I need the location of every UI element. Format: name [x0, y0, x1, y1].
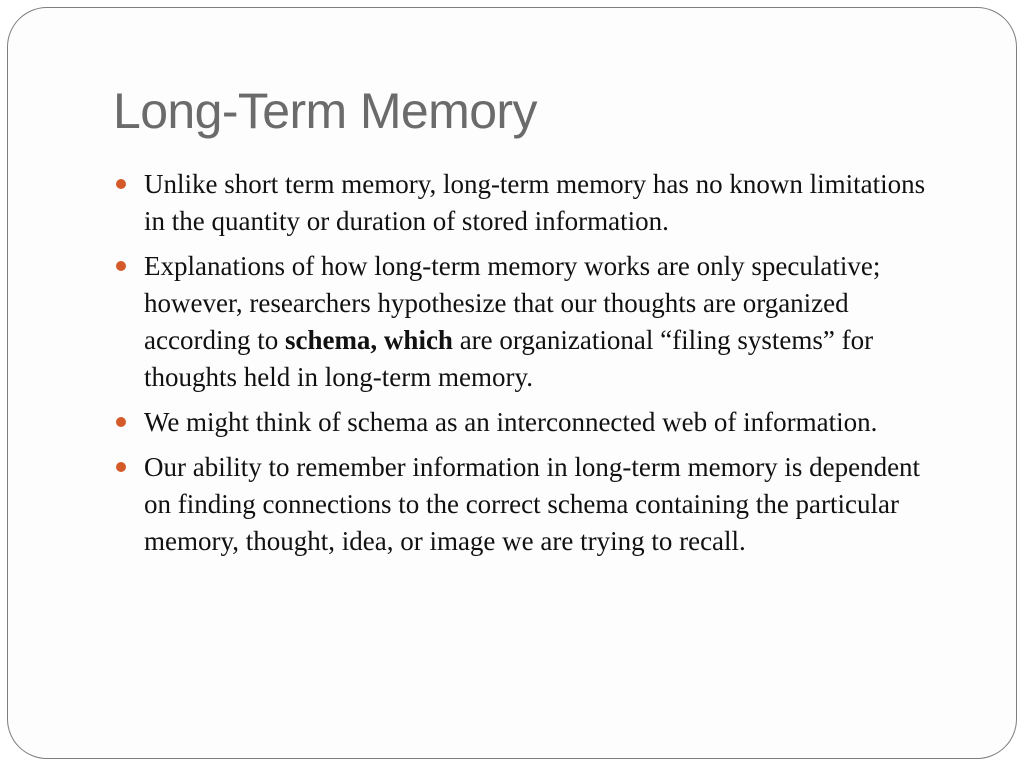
bullet-emphasis: schema, which — [284, 325, 453, 355]
bullet-dot-icon — [116, 462, 126, 472]
bullet-text: Unlike short term memory, long-term memory has no known limitations in the quantity or duration of stored information. — [144, 169, 926, 236]
bullet-text-end: are organizational “filing systems” for thoughts held in long-term memory. — [144, 325, 874, 392]
bullet-dot-icon — [116, 179, 126, 189]
bullet-text: We might think of schema as an interconnected web of information. — [144, 407, 878, 437]
bullet-text-start: Explanations of how long-term memory works are only speculative; however, researchers hypothesize that our thoughts are organized according to — [144, 251, 881, 355]
bullet-item — [113, 404, 943, 441]
slide-title: Long-Term Memory — [113, 83, 537, 139]
bullet-list — [113, 166, 943, 568]
bullet-dot-icon — [116, 417, 126, 427]
bullet-item — [113, 166, 943, 240]
bullet-item — [113, 248, 943, 396]
bullet-text: Our ability to remember information in long-term memory is dependent on finding connections to the correct schema containing the particular memory, thought, idea, or image we are trying to recall. — [144, 452, 921, 556]
bullet-dot-icon — [116, 261, 126, 271]
bullet-item — [113, 449, 943, 560]
